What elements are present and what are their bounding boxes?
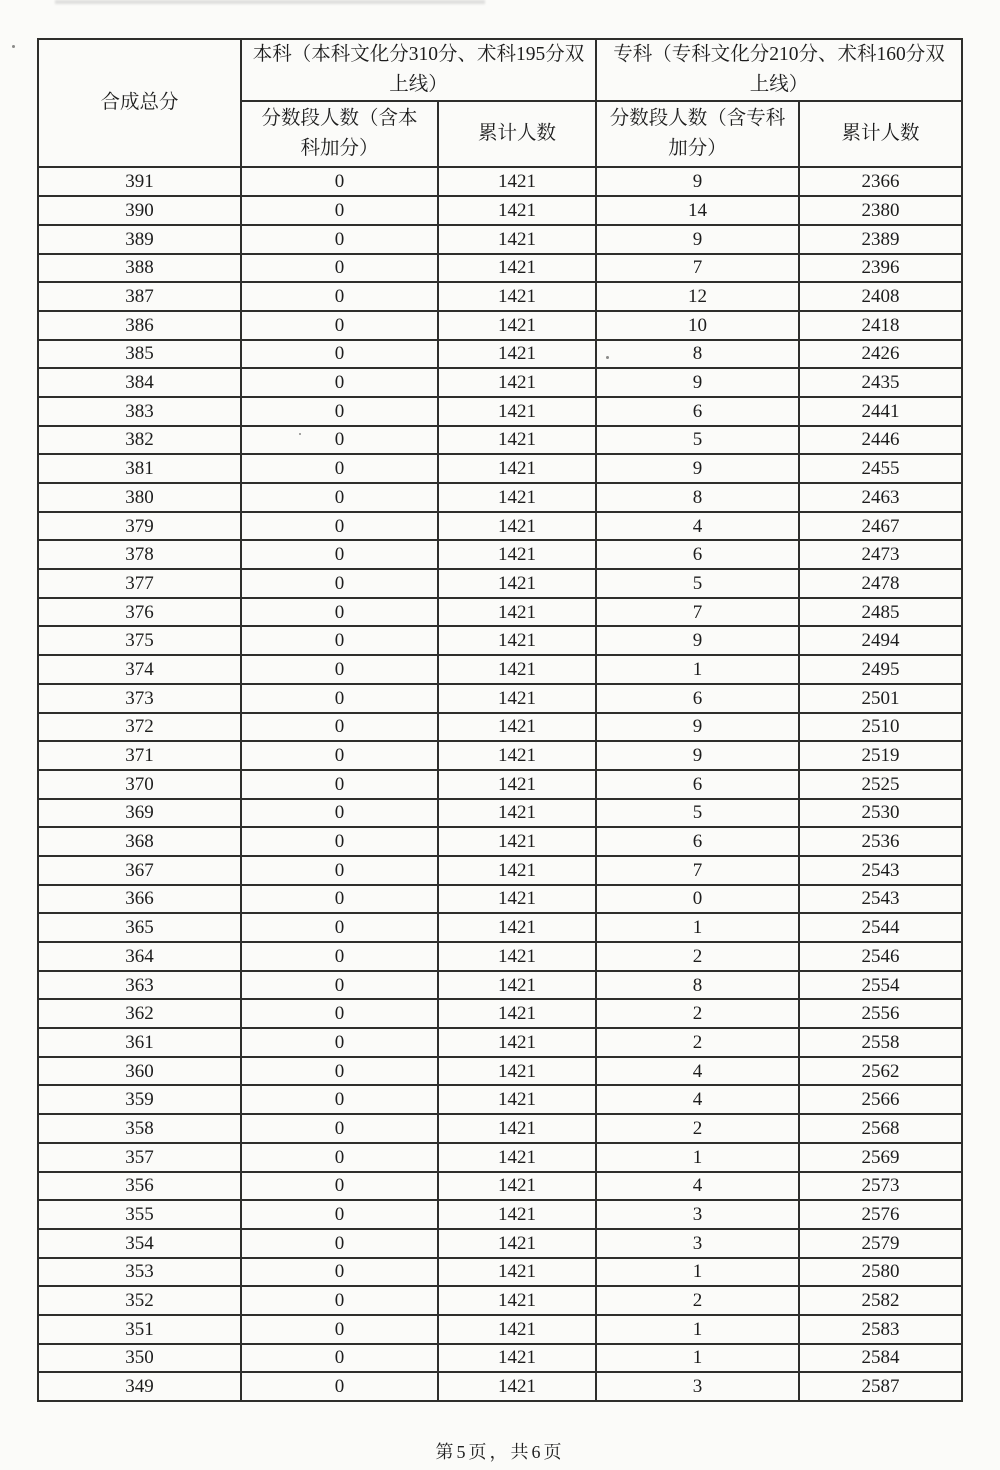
table-cell: 1421 — [438, 454, 596, 483]
table-cell: 362 — [38, 999, 241, 1028]
table-cell: 2584 — [799, 1344, 962, 1373]
table-cell: 3 — [596, 1200, 799, 1229]
table-cell: 1421 — [438, 1057, 596, 1086]
table-cell: 9 — [596, 454, 799, 483]
table-cell: 1421 — [438, 1200, 596, 1229]
table-cell: 1421 — [438, 196, 596, 225]
table-cell: 371 — [38, 741, 241, 770]
table-cell: 1421 — [438, 540, 596, 569]
table-cell: 350 — [38, 1344, 241, 1373]
table-cell: 1421 — [438, 942, 596, 971]
table-row — [38, 942, 962, 971]
table-cell: 0 — [241, 196, 438, 225]
table-cell: 7 — [596, 856, 799, 885]
table-cell: 2510 — [799, 713, 962, 742]
table-cell: 6 — [596, 397, 799, 426]
table-cell: 10 — [596, 311, 799, 340]
table-cell: 14 — [596, 196, 799, 225]
table-cell: 0 — [241, 1114, 438, 1143]
header-benke-segment-count: 分数段人数（含本科加分） — [241, 101, 438, 167]
table-cell: 0 — [241, 311, 438, 340]
table-cell: 0 — [596, 885, 799, 914]
table-cell: 4 — [596, 1172, 799, 1201]
table-cell: 360 — [38, 1057, 241, 1086]
table-cell: 1421 — [438, 426, 596, 455]
table-row — [38, 913, 962, 942]
table-cell: 2 — [596, 1286, 799, 1315]
table-cell: 2 — [596, 1028, 799, 1057]
table-row — [38, 540, 962, 569]
table-row — [38, 799, 962, 828]
table-cell: 1421 — [438, 999, 596, 1028]
table-cell: 1 — [596, 913, 799, 942]
table-row — [38, 1315, 962, 1344]
table-cell: 1421 — [438, 770, 596, 799]
table-row — [38, 311, 962, 340]
table-cell: 0 — [241, 626, 438, 655]
table-cell: 0 — [241, 1028, 438, 1057]
table-header — [38, 39, 962, 167]
table-cell: 364 — [38, 942, 241, 971]
table-cell: 388 — [38, 254, 241, 283]
table-cell: 1421 — [438, 655, 596, 684]
table-cell: 2544 — [799, 913, 962, 942]
table-cell: 2478 — [799, 569, 962, 598]
table-cell: 2579 — [799, 1229, 962, 1258]
table-row — [38, 1114, 962, 1143]
table-cell: 1421 — [438, 799, 596, 828]
table-cell: 0 — [241, 282, 438, 311]
table-cell: 0 — [241, 971, 438, 1000]
table-row — [38, 1286, 962, 1315]
table-cell: 1421 — [438, 1344, 596, 1373]
table-cell: 353 — [38, 1258, 241, 1287]
table-row — [38, 598, 962, 627]
table-row — [38, 827, 962, 856]
table-cell: 6 — [596, 540, 799, 569]
table-cell: 2568 — [799, 1114, 962, 1143]
table-cell: 386 — [38, 311, 241, 340]
table-row — [38, 655, 962, 684]
table-cell: 0 — [241, 225, 438, 254]
table-cell: 374 — [38, 655, 241, 684]
header-zhuanke-segment-count: 分数段人数（含专科加分） — [596, 101, 799, 167]
table-cell: 2494 — [799, 626, 962, 655]
table-cell: 2418 — [799, 311, 962, 340]
table-cell: 0 — [241, 1057, 438, 1086]
table-cell: 2463 — [799, 483, 962, 512]
table-cell: 355 — [38, 1200, 241, 1229]
table-cell: 1421 — [438, 827, 596, 856]
table-cell: 7 — [596, 598, 799, 627]
table-cell: 2389 — [799, 225, 962, 254]
table-cell: 2366 — [799, 167, 962, 196]
table-cell: 370 — [38, 770, 241, 799]
table-cell: 0 — [241, 483, 438, 512]
table-cell: 366 — [38, 885, 241, 914]
table-cell: 387 — [38, 282, 241, 311]
table-row — [38, 483, 962, 512]
table-cell: 381 — [38, 454, 241, 483]
table-cell: 352 — [38, 1286, 241, 1315]
table-cell: 2554 — [799, 971, 962, 1000]
table-cell: 4 — [596, 1085, 799, 1114]
table-cell: 2408 — [799, 282, 962, 311]
table-cell: 1421 — [438, 1172, 596, 1201]
table-cell: 0 — [241, 741, 438, 770]
table-cell: 2536 — [799, 827, 962, 856]
table-cell: 2582 — [799, 1286, 962, 1315]
table-cell: 0 — [241, 1172, 438, 1201]
table-cell: 0 — [241, 942, 438, 971]
table-row — [38, 999, 962, 1028]
table-cell: 1421 — [438, 1258, 596, 1287]
table-cell: 1421 — [438, 885, 596, 914]
table-cell: 2495 — [799, 655, 962, 684]
table-cell: 1421 — [438, 1286, 596, 1315]
table-cell: 372 — [38, 713, 241, 742]
table-cell: 1421 — [438, 741, 596, 770]
table-row — [38, 1344, 962, 1373]
table-cell: 9 — [596, 368, 799, 397]
table-cell: 0 — [241, 368, 438, 397]
table-cell: 375 — [38, 626, 241, 655]
table-cell: 1421 — [438, 340, 596, 369]
table-row — [38, 1028, 962, 1057]
table-cell: 1421 — [438, 483, 596, 512]
table-cell: 0 — [241, 1085, 438, 1114]
table-row — [38, 741, 962, 770]
table-cell: 0 — [241, 167, 438, 196]
table-cell: 2519 — [799, 741, 962, 770]
table-cell: 2583 — [799, 1315, 962, 1344]
table-cell: 0 — [241, 1200, 438, 1229]
table-cell: 1421 — [438, 856, 596, 885]
table-cell: 1421 — [438, 713, 596, 742]
table-cell: 1421 — [438, 225, 596, 254]
table-cell: 2573 — [799, 1172, 962, 1201]
table-row — [38, 282, 962, 311]
table-cell: 1421 — [438, 282, 596, 311]
table-cell: 1421 — [438, 626, 596, 655]
table-cell: 8 — [596, 340, 799, 369]
table-cell: 9 — [596, 741, 799, 770]
table-cell: 8 — [596, 483, 799, 512]
table-cell: 1421 — [438, 1229, 596, 1258]
table-cell: 0 — [241, 1143, 438, 1172]
table-cell: 2 — [596, 942, 799, 971]
table-cell: 1421 — [438, 684, 596, 713]
table-cell: 2 — [596, 1114, 799, 1143]
table-cell: 0 — [241, 856, 438, 885]
table-cell: 2546 — [799, 942, 962, 971]
table-cell: 1421 — [438, 167, 596, 196]
table-cell: 1421 — [438, 1143, 596, 1172]
table-cell: 358 — [38, 1114, 241, 1143]
table-cell: 1421 — [438, 913, 596, 942]
table-cell: 1 — [596, 1344, 799, 1373]
table-cell: 6 — [596, 770, 799, 799]
table-cell: 0 — [241, 999, 438, 1028]
table-row — [38, 1143, 962, 1172]
table-cell: 0 — [241, 340, 438, 369]
table-cell: 378 — [38, 540, 241, 569]
table-row — [38, 167, 962, 196]
table-row — [38, 1258, 962, 1287]
table-row — [38, 397, 962, 426]
group-header-row — [38, 39, 962, 101]
table-cell: 0 — [241, 540, 438, 569]
table-body — [38, 167, 962, 1401]
table-cell: 1421 — [438, 971, 596, 1000]
table-cell: 369 — [38, 799, 241, 828]
table-cell: 1421 — [438, 1315, 596, 1344]
table-cell: 0 — [241, 598, 438, 627]
table-cell: 380 — [38, 483, 241, 512]
table-cell: 2543 — [799, 885, 962, 914]
table-cell: 0 — [241, 770, 438, 799]
table-row — [38, 1200, 962, 1229]
table-cell: 389 — [38, 225, 241, 254]
table-cell: 2426 — [799, 340, 962, 369]
table-cell: 385 — [38, 340, 241, 369]
table-cell: 0 — [241, 713, 438, 742]
table-cell: 1 — [596, 1143, 799, 1172]
table-cell: 365 — [38, 913, 241, 942]
table-cell: 349 — [38, 1372, 241, 1401]
table-row — [38, 1057, 962, 1086]
table-row — [38, 684, 962, 713]
table-cell: 0 — [241, 254, 438, 283]
table-cell: 6 — [596, 827, 799, 856]
table-cell: 0 — [241, 1258, 438, 1287]
table-cell: 356 — [38, 1172, 241, 1201]
table-cell: 2446 — [799, 426, 962, 455]
table-cell: 367 — [38, 856, 241, 885]
table-row — [38, 225, 962, 254]
table-cell: 377 — [38, 569, 241, 598]
table-cell: 390 — [38, 196, 241, 225]
table-cell: 2455 — [799, 454, 962, 483]
table-row — [38, 856, 962, 885]
table-cell: 363 — [38, 971, 241, 1000]
table-cell: 1 — [596, 655, 799, 684]
table-row — [38, 512, 962, 541]
table-cell: 9 — [596, 713, 799, 742]
table-cell: 379 — [38, 512, 241, 541]
score-distribution-table — [37, 38, 963, 1402]
table-row — [38, 254, 962, 283]
table-row — [38, 971, 962, 1000]
table-row — [38, 454, 962, 483]
table-cell: 1421 — [438, 254, 596, 283]
table-cell: 2569 — [799, 1143, 962, 1172]
table-cell: 3 — [596, 1372, 799, 1401]
table-cell: 0 — [241, 397, 438, 426]
table-row — [38, 1085, 962, 1114]
table-cell: 4 — [596, 1057, 799, 1086]
table-cell: 361 — [38, 1028, 241, 1057]
table-row — [38, 1229, 962, 1258]
scan-smudge — [55, 0, 485, 4]
table-cell: 8 — [596, 971, 799, 1000]
table-cell: 2435 — [799, 368, 962, 397]
table-cell: 373 — [38, 684, 241, 713]
header-group-zhuanke: 专科（专科文化分210分、术科160分双上线） — [596, 39, 962, 101]
table-cell: 1421 — [438, 1114, 596, 1143]
table-row — [38, 196, 962, 225]
table-cell: 2396 — [799, 254, 962, 283]
table-cell: 357 — [38, 1143, 241, 1172]
table-row — [38, 426, 962, 455]
table-row — [38, 340, 962, 369]
table-row — [38, 368, 962, 397]
table-cell: 383 — [38, 397, 241, 426]
table-cell: 2380 — [799, 196, 962, 225]
table-cell: 1 — [596, 1315, 799, 1344]
table-cell: 4 — [596, 512, 799, 541]
table-cell: 1 — [596, 1258, 799, 1287]
table-cell: 0 — [241, 1344, 438, 1373]
table-cell: 359 — [38, 1085, 241, 1114]
table-cell: 2566 — [799, 1085, 962, 1114]
table-cell: 7 — [596, 254, 799, 283]
page-number-footer: 第5页，共6页 — [435, 1442, 565, 1462]
table-cell: 2587 — [799, 1372, 962, 1401]
table-cell: 1421 — [438, 1028, 596, 1057]
table-cell: 0 — [241, 1229, 438, 1258]
table-cell: 2558 — [799, 1028, 962, 1057]
table-cell: 0 — [241, 684, 438, 713]
table-cell: 1421 — [438, 512, 596, 541]
table-cell: 2485 — [799, 598, 962, 627]
table-cell: 354 — [38, 1229, 241, 1258]
table-cell: 3 — [596, 1229, 799, 1258]
table-cell: 2473 — [799, 540, 962, 569]
table-row — [38, 1372, 962, 1401]
table-row — [38, 770, 962, 799]
table-cell: 384 — [38, 368, 241, 397]
scan-speckle — [12, 45, 15, 48]
table-cell: 2556 — [799, 999, 962, 1028]
table-cell: 0 — [241, 1315, 438, 1344]
table-cell: 1421 — [438, 1085, 596, 1114]
table-cell: 2580 — [799, 1258, 962, 1287]
table-cell: 0 — [241, 454, 438, 483]
table-row — [38, 713, 962, 742]
table-cell: 382 — [38, 426, 241, 455]
table-cell: 0 — [241, 1372, 438, 1401]
table-cell: 1421 — [438, 1372, 596, 1401]
table-cell: 0 — [241, 913, 438, 942]
table-cell: 9 — [596, 626, 799, 655]
table-cell: 0 — [241, 655, 438, 684]
table-cell: 6 — [596, 684, 799, 713]
table-cell: 2 — [596, 999, 799, 1028]
table-row — [38, 1172, 962, 1201]
table-cell: 2562 — [799, 1057, 962, 1086]
table-cell: 5 — [596, 426, 799, 455]
table-cell: 5 — [596, 799, 799, 828]
table-cell: 2543 — [799, 856, 962, 885]
table-cell: 9 — [596, 167, 799, 196]
table-cell: 0 — [241, 827, 438, 856]
table-cell: 1421 — [438, 368, 596, 397]
header-group-benke: 本科（本科文化分310分、术科195分双上线） — [241, 39, 596, 101]
table-cell: 2525 — [799, 770, 962, 799]
table-cell: 12 — [596, 282, 799, 311]
table-cell: 2530 — [799, 799, 962, 828]
table-cell: 1421 — [438, 397, 596, 426]
table-row — [38, 626, 962, 655]
table-cell: 1421 — [438, 569, 596, 598]
table-cell: 0 — [241, 885, 438, 914]
table-cell: 0 — [241, 799, 438, 828]
table-cell: 1421 — [438, 598, 596, 627]
table-cell: 351 — [38, 1315, 241, 1344]
table-cell: 0 — [241, 569, 438, 598]
header-benke-cumulative-count: 累计人数 — [438, 101, 596, 167]
table-cell: 0 — [241, 426, 438, 455]
header-zhuanke-cumulative-count: 累计人数 — [799, 101, 962, 167]
table-cell: 2441 — [799, 397, 962, 426]
table-cell: 376 — [38, 598, 241, 627]
table-cell: 1421 — [438, 311, 596, 340]
table-cell: 2467 — [799, 512, 962, 541]
header-composite-score: 合成总分 — [38, 39, 241, 167]
table-cell: 391 — [38, 167, 241, 196]
table-cell: 2501 — [799, 684, 962, 713]
table-cell: 368 — [38, 827, 241, 856]
table-cell: 2576 — [799, 1200, 962, 1229]
table-cell: 0 — [241, 512, 438, 541]
table-cell: 9 — [596, 225, 799, 254]
table-cell: 5 — [596, 569, 799, 598]
table-row — [38, 569, 962, 598]
table-cell: 0 — [241, 1286, 438, 1315]
table-row — [38, 885, 962, 914]
